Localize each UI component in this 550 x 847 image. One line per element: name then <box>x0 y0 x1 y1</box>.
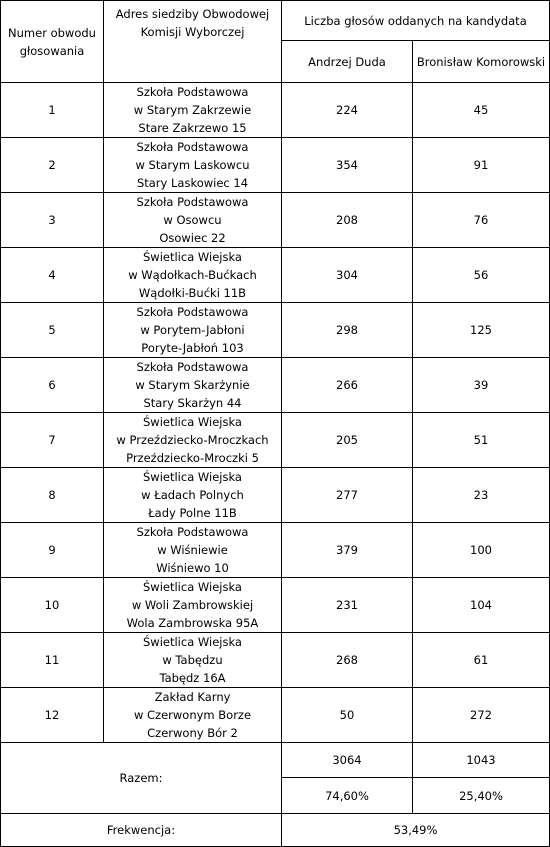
address-line: Łady Polne 11B <box>148 506 237 520</box>
address-line: Świetlica Wiejska <box>143 635 242 649</box>
duda-votes-cell: 224 <box>282 83 413 138</box>
address-cell <box>104 193 282 248</box>
address-line: w Wądołkach-Bućkach <box>128 268 257 282</box>
district-number-header-line: Numer obwodu <box>8 25 96 40</box>
duda-votes-cell: 208 <box>282 193 413 248</box>
district-number-cell: 2 <box>1 138 104 193</box>
komorowski-votes-cell: 61 <box>413 633 550 688</box>
address-cell <box>104 138 282 193</box>
address-cell <box>104 578 282 633</box>
komorowski-votes-cell: 23 <box>413 468 550 523</box>
komorowski-votes-cell: 51 <box>413 413 550 468</box>
table-row <box>1 413 550 468</box>
address-cell <box>104 688 282 743</box>
address-line: Czerwony Bór 2 <box>147 726 238 740</box>
address-line: w Starym Skarżynie <box>135 378 250 392</box>
district-number-cell: 11 <box>1 633 104 688</box>
komorowski-votes-cell: 272 <box>413 688 550 743</box>
address-header-line: Komisji Wyborczej <box>140 25 245 39</box>
address-line: Zakład Karny <box>154 690 231 704</box>
table-row <box>1 358 550 413</box>
duda-votes-cell: 354 <box>282 138 413 193</box>
duda-votes-cell: 266 <box>282 358 413 413</box>
table-row <box>1 633 550 688</box>
komorowski-votes-cell: 100 <box>413 523 550 578</box>
header-row-top <box>1 1 550 41</box>
address-line: w Starym Laskowcu <box>135 158 250 172</box>
address-line: Osowiec 22 <box>159 231 226 245</box>
komorowski-votes-cell: 56 <box>413 248 550 303</box>
address-header <box>104 1 282 83</box>
district-number-cell: 10 <box>1 578 104 633</box>
address-line: w Woli Zambrowskiej <box>131 598 254 612</box>
address-cell <box>104 468 282 523</box>
komorowski-total-cell: 1043 <box>413 743 550 778</box>
table-row <box>1 248 550 303</box>
turnout-value: 53,49% <box>282 814 550 847</box>
address-line: Szkoła Podstawowa <box>136 195 249 209</box>
district-number-cell: 12 <box>1 688 104 743</box>
address-line: Świetlica Wiejska <box>143 250 242 264</box>
komorowski-percent-cell: 25,40% <box>413 778 550 814</box>
address-line: Stare Zakrzewo 15 <box>138 121 247 135</box>
district-number-cell: 5 <box>1 303 104 358</box>
address-line: Stary Laskowiec 14 <box>136 176 249 190</box>
komorowski-votes-cell: 104 <box>413 578 550 633</box>
address-cell <box>104 358 282 413</box>
district-number-header-line: głosowania <box>19 43 85 58</box>
district-number-cell: 9 <box>1 523 104 578</box>
address-line: w Starym Zakrzewie <box>133 103 252 117</box>
address-line: Szkoła Podstawowa <box>136 305 249 319</box>
address-line: Wola Zambrowska 95A <box>126 616 259 630</box>
address-line: w Tabędzu <box>162 653 223 667</box>
address-line: Szkoła Podstawowa <box>136 360 249 374</box>
address-line: Świetlica Wiejska <box>143 580 242 594</box>
address-line: Szkoła Podstawowa <box>136 140 249 154</box>
district-number-cell: 1 <box>1 83 104 138</box>
address-line: w Wiśniewie <box>157 543 228 557</box>
district-number-cell: 6 <box>1 358 104 413</box>
table-row <box>1 193 550 248</box>
address-line: w Osowcu <box>163 213 222 227</box>
address-line: Szkoła Podstawowa <box>136 85 249 99</box>
address-cell <box>104 248 282 303</box>
address-line: Świetlica Wiejska <box>143 415 242 429</box>
address-line: w Ładach Polnych <box>141 488 244 502</box>
duda-votes-cell: 50 <box>282 688 413 743</box>
table-row <box>1 83 550 138</box>
address-line: Poryte-Jabłoń 103 <box>141 341 244 355</box>
candidate-komorowski-header: Bronisław Komorowski <box>413 41 550 83</box>
table-row <box>1 138 550 193</box>
votes-header: Liczba głosów oddanych na kandydata <box>282 1 550 41</box>
table-row <box>1 303 550 358</box>
komorowski-votes-cell: 76 <box>413 193 550 248</box>
address-line: w Porytem-Jabłoni <box>140 323 245 337</box>
turnout-row <box>1 814 550 847</box>
address-line: Stary Skarżyn 44 <box>143 396 242 410</box>
duda-percent-cell: 74,60% <box>282 778 413 814</box>
address-line: Tabędz 16A <box>159 671 226 685</box>
address-cell <box>104 633 282 688</box>
district-number-cell: 4 <box>1 248 104 303</box>
komorowski-votes-cell: 125 <box>413 303 550 358</box>
table-row <box>1 578 550 633</box>
address-line: w Czerwonym Borze <box>133 708 252 722</box>
address-line: Przeździecko-Mroczki 5 <box>126 451 259 465</box>
totals-row <box>1 743 550 778</box>
address-cell <box>104 303 282 358</box>
komorowski-votes-cell: 91 <box>413 138 550 193</box>
duda-votes-cell: 231 <box>282 578 413 633</box>
duda-votes-cell: 298 <box>282 303 413 358</box>
turnout-label: Frekwencja: <box>1 814 282 847</box>
candidate-duda-header: Andrzej Duda <box>282 41 413 83</box>
duda-votes-cell: 205 <box>282 413 413 468</box>
address-line: Wądołki-Bućki 11B <box>138 286 247 300</box>
table-row <box>1 468 550 523</box>
address-line: Wiśniewo 10 <box>156 561 229 575</box>
district-number-cell: 8 <box>1 468 104 523</box>
address-cell <box>104 83 282 138</box>
totals-label: Razem: <box>1 743 282 814</box>
duda-votes-cell: 304 <box>282 248 413 303</box>
address-header-line: Adres siedziby Obwodowej <box>115 7 270 21</box>
district-number-header <box>1 1 104 83</box>
district-number-cell: 3 <box>1 193 104 248</box>
address-cell <box>104 523 282 578</box>
komorowski-votes-cell: 45 <box>413 83 550 138</box>
address-line: Świetlica Wiejska <box>143 470 242 484</box>
duda-votes-cell: 268 <box>282 633 413 688</box>
komorowski-votes-cell: 39 <box>413 358 550 413</box>
duda-votes-cell: 379 <box>282 523 413 578</box>
duda-votes-cell: 277 <box>282 468 413 523</box>
duda-total-cell: 3064 <box>282 743 413 778</box>
table-row <box>1 523 550 578</box>
address-cell <box>104 413 282 468</box>
address-line: w Przeździecko-Mroczkach <box>116 433 269 447</box>
address-line: Szkoła Podstawowa <box>136 525 249 539</box>
table-row <box>1 688 550 743</box>
district-number-cell: 7 <box>1 413 104 468</box>
